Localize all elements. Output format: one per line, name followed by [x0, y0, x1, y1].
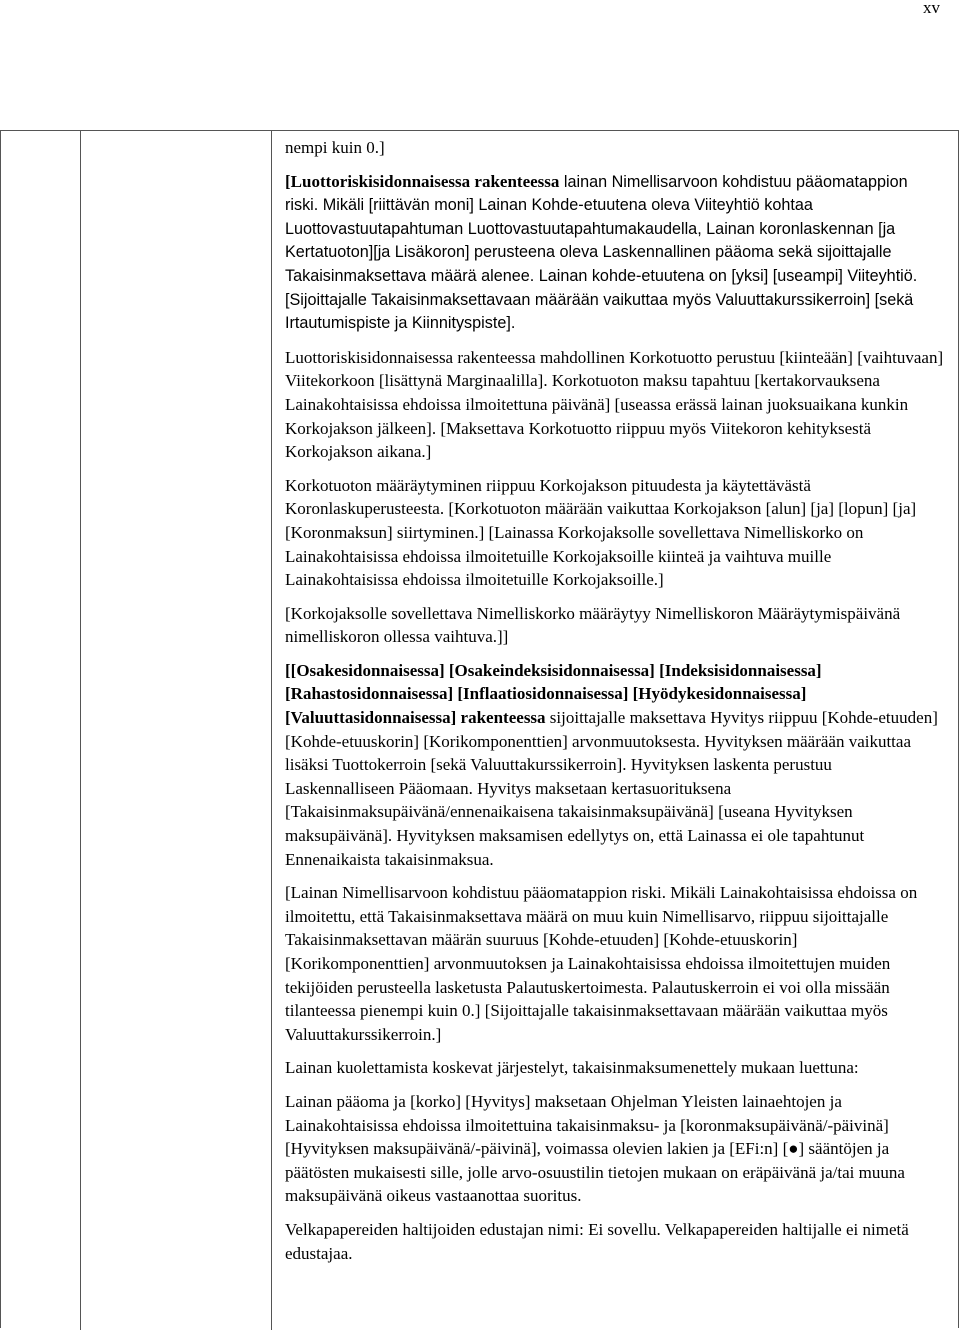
- paragraph-nominal-rate: [Korkojaksolle sovellettava Nimelliskorko määräytyy Nimelliskoron Määräytymispäivänä nimelliskoron ollessa vaihtuva.]]: [285, 603, 901, 647]
- column-divider-1: [80, 130, 81, 1330]
- column-divider-2: [271, 130, 272, 1330]
- paragraph-credit-risk: [285, 170, 945, 336]
- paragraph-linked-structures-heading: [[Osakesidonnaisessa] [Osakeindeksisidonnaisessa] [Indeksisidonnaisessa] [Rahastosidonnaisessa] [Inflaatiosidonnaisessa] [Hyödykesidonnaisessa] [Valuuttasidonnaisessa] rakenteessa: [285, 660, 822, 728]
- paragraph-credit-risk-heading: [Luottoriskisidonnaisessa rakenteessa: [285, 171, 560, 191]
- paragraph-interest-return: Luottoriskisidonnaisessa rakenteessa mahdollinen Korkotuotto perustuu [kiinteään] [vaihtuvaan] Viitekorkoon [lisättynä Marginaalilla]. Korkotuoton maksu tapahtuu [kertakorvauksena Lainakohtaisissa ehdoissa ilmoitettuna päivänä] [useassa erässä lainan juoksuaikana kunkin Korkojakson jälkeen]. [Maksettava Korkotuotto riippuu myös Viitekoron kehityksestä Korkojakson aikana.]: [285, 347, 944, 462]
- paragraph-continuation: nempi kuin 0.]: [285, 138, 385, 157]
- paragraph-representative: Velkapapereiden haltijoiden edustajan nimi: Ei sovellu. Velkapapereiden haltijalle ei nimetä edustajaa.: [285, 1219, 909, 1263]
- paragraph-interest-determination: Korkotuoton määräytyminen riippuu Korkojakson pituudesta ja käytettävästä Koronlaskuperusteesta. [Korkotuoton määrään vaikuttaa Korkojakson [alun] [ja] [lopun] [ja] [Koronmaksun] siirtyminen.] [Lainassa Korkojaksolle sovellettava Nimelliskorko on Lainakohtaisissa ehdoissa ilmoitetuille Korkojaksoille kiinteä ja vaihtuva muille Lainakohtaisissa ehdoissa ilmoitetuille Korkojaksoille.]: [285, 475, 917, 590]
- paragraph-amortisation: Lainan kuolettamista koskevat järjestelyt, takaisinmaksumenettely mukaan luettuna:: [285, 1058, 859, 1078]
- document-body: [285, 136, 945, 1275]
- paragraph-linked-structures: [285, 659, 945, 871]
- paragraph-capital-loss: [Lainan Nimellisarvoon kohdistuu pääomatappion riski. Mikäli Lainakohtaisissa ehdoissa on ilmoitettu, että Takaisinmaksettava määrä on muu kuin Nimellisarvo, riippuu sijoittajalle Takaisinmaksettavan määrän suuruus [Kohde-etuuden] [Kohde-etuuskorin] [Korikomponenttien] arvonmuutoksen ja Lainakohtaisissa ehdoissa ilmoitettujen muiden tekijöiden perusteella lasketusta Palautuskertoimesta. Palautuskerroin ei voi olla missään tilanteessa pienempi kuin 0.] [Sijoittajalle takaisinmaksettavaan määrään vaikuttaa myös Valuuttakurssikerroin.]: [285, 883, 918, 1044]
- paragraph-payment: Lainan pääoma ja [korko] [Hyvitys] maksetaan Ohjelman Yleisten lainaehtojen ja Lainakohtaisissa ehdoissa ilmoitettuina takaisinmaksu- ja [koronmaksupäivänä/-päivinä] [Hyvityksen maksupäivänä/-päivinä], voimassa olevien lakien ja [EFi:n] [●] sääntöjen ja päätösten mukaisesti sille, jolle arvo-osuustilin tietojen mukaan on eräpäivänä ja/tai muuna maksupäivänä oikeus vastaanottaa suoritus.: [285, 1091, 905, 1206]
- paragraph-credit-risk-text: lainan Nimellisarvoon kohdistuu pääomatappion riski. Mikäli [riittävän moni] Lainan Kohde-etuutena oleva Viiteyhtiö kohtaa Luottovastuutapahtuman Luottovastuutapahtumakaudella, Lainan koronlaskennan [ja Kertatuoton][ja Lisäkoron] perusteena oleva Laskennallinen pääoma sekä sijoittajalle Takaisinmaksettava määrä alenee. Lainan kohde-etuutena on [yksi] [useampi] Viiteyhtiö. [Sijoittajalle Takaisinmaksettavaan määrään vaikuttaa myös Valuuttakurssikerroin] [sekä Irtautumispiste ja Kiinnityspiste].: [285, 172, 918, 333]
- page-number: xv: [923, 0, 940, 17]
- paragraph-linked-structures-text: sijoittajalle maksettava Hyvitys riippuu [Kohde-etuuden] [Kohde-etuuskorin] [Korikomponenttien] arvonmuutoksesta. Hyvityksen määrään vaikuttaa lisäksi Tuottokerroin [sekä Valuuttakurssikerroin]. Hyvityksen laskenta perustuu Laskennalliseen Pääomaan. Hyvitys maksetaan kertasuorituksena [Takaisinmaksupäivänä/ennenaikaisena takaisinmaksupäivänä] [useana Hyvityksen maksupäivänä]. Hyvityksen maksamisen edellytys on, että Lainassa ei ole tapahtunut Ennenaikaista takaisinmaksua.: [285, 708, 938, 869]
